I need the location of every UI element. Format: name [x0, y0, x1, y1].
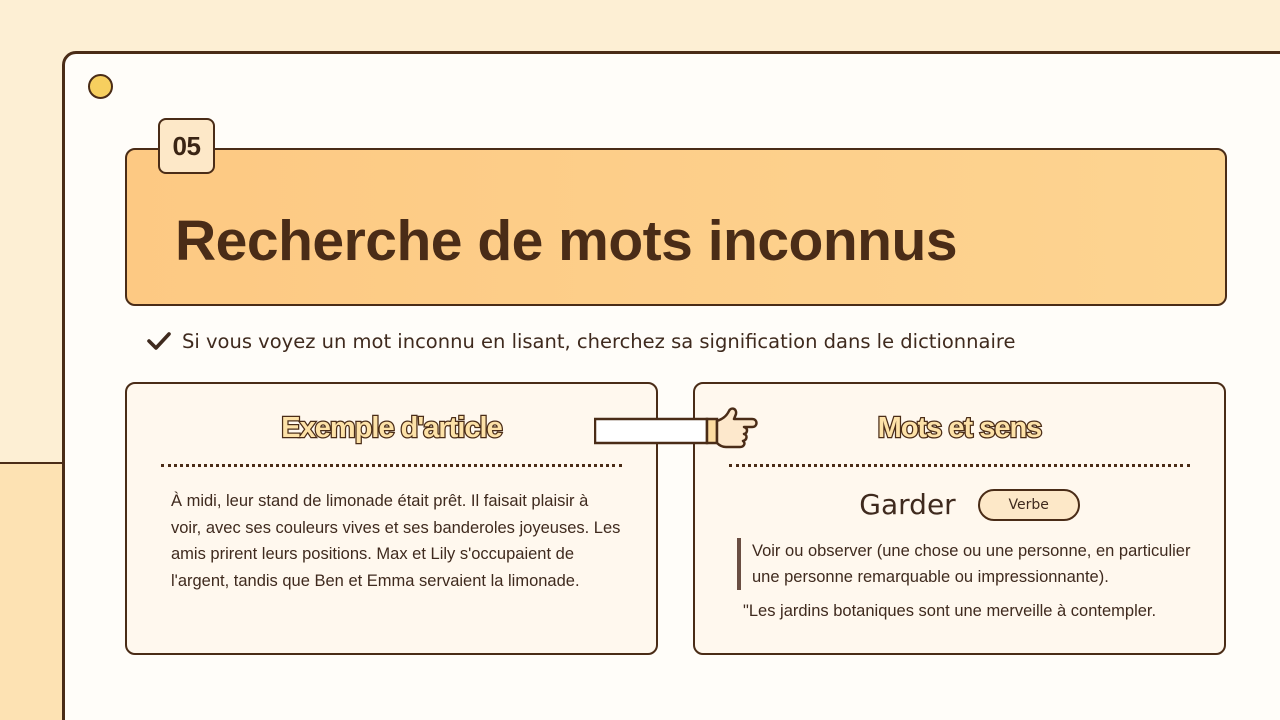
tip-line [146, 328, 1015, 354]
dotted-divider [161, 464, 622, 467]
word-definition: Voir ou observer (une chose ou une personne, en particulier une personne remarquable ou impressionnante). [737, 538, 1207, 590]
background-accent-block [0, 462, 64, 720]
word-card-title: Mots et sens [877, 412, 1042, 444]
article-card-title: Exemple d'article [281, 412, 502, 444]
pointing-hand-icon [594, 405, 764, 455]
slide-number-badge: 05 [158, 118, 215, 174]
part-of-speech-badge: Verbe [978, 489, 1080, 521]
checkmark-icon [146, 328, 172, 354]
page-title: Recherche de mots inconnus [175, 209, 958, 273]
usage-example: "Les jardins botaniques sont une merveille à contempler. [743, 602, 1157, 620]
dotted-divider [729, 464, 1190, 467]
word-meaning-card [693, 382, 1226, 655]
word-row [695, 488, 1224, 521]
article-example-card [125, 382, 658, 655]
title-banner [125, 148, 1227, 306]
tip-text: Si vous voyez un mot inconnu en lisant, cherchez sa signification dans le dictionnaire [182, 329, 1016, 353]
decorative-dot [88, 74, 113, 99]
article-text: À midi, leur stand de limonade était prêt. Il faisait plaisir à voir, avec ses couleurs vives et ses banderoles joyeuses. Les amis prirent leurs positions. Max et Lily s'occupaient de l'argent, tandis que Ben et Emma servaient la limonade. [171, 492, 621, 590]
vocabulary-word: Garder [859, 488, 956, 521]
